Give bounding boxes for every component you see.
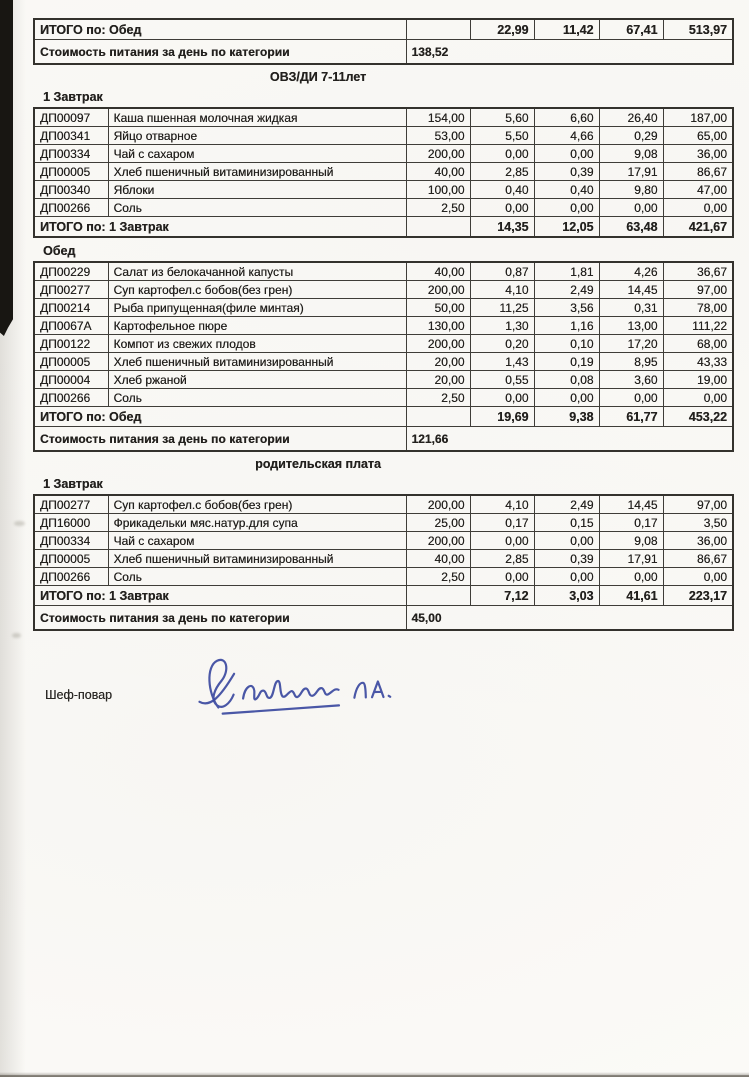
table-row bbox=[34, 568, 733, 586]
qty-cell: 50,00 bbox=[406, 299, 470, 317]
qty-cell: 40,00 bbox=[406, 550, 470, 568]
value-cell: 3,56 bbox=[534, 299, 599, 317]
value-cell: 0,00 bbox=[534, 568, 599, 586]
total-value: 3,03 bbox=[534, 586, 599, 606]
qty-cell: 25,00 bbox=[406, 514, 470, 532]
value-cell: 17,91 bbox=[599, 550, 663, 568]
value-cell: 1,81 bbox=[534, 262, 599, 281]
day-cost-row bbox=[34, 606, 733, 631]
total-value: 63,48 bbox=[599, 217, 663, 238]
document-sheet bbox=[33, 18, 732, 631]
day-cost-label: Стоимость питания за день по категории bbox=[34, 606, 406, 631]
dish-code: ДП00266 bbox=[34, 389, 108, 407]
value-cell: 0,55 bbox=[470, 371, 534, 389]
total-value: 421,67 bbox=[663, 217, 733, 238]
qty-cell: 2,50 bbox=[406, 389, 470, 407]
total-row bbox=[34, 407, 733, 427]
value-cell: 4,10 bbox=[470, 281, 534, 299]
value-cell: 0,00 bbox=[599, 199, 663, 217]
day-cost-value: 121,66 bbox=[406, 427, 733, 452]
table-row bbox=[34, 514, 733, 532]
value-cell: 0,31 bbox=[599, 299, 663, 317]
value-cell: 0,00 bbox=[534, 145, 599, 163]
total-value: 41,61 bbox=[599, 586, 663, 606]
value-cell: 0,39 bbox=[534, 550, 599, 568]
dish-code: ДП00122 bbox=[34, 335, 108, 353]
value-cell: 5,50 bbox=[470, 127, 534, 145]
value-cell: 0,17 bbox=[599, 514, 663, 532]
day-cost-label: Стоимость питания за день по категории bbox=[34, 427, 406, 452]
category-header: ОВЗ/ДИ 7-11лет bbox=[269, 70, 367, 84]
total-value: 14,35 bbox=[470, 217, 534, 238]
total-value: 513,97 bbox=[663, 19, 733, 40]
chef-signature-handwriting bbox=[181, 642, 423, 726]
meal-table bbox=[33, 261, 734, 452]
total-value: 12,05 bbox=[534, 217, 599, 238]
dish-name: Хлеб пшеничный витаминизированный bbox=[108, 550, 406, 568]
dish-code: ДП00340 bbox=[34, 181, 108, 199]
value-cell: 0,39 bbox=[534, 163, 599, 181]
dish-name: Суп картофел.с бобов(без грен) bbox=[108, 495, 406, 514]
value-cell: 14,45 bbox=[599, 495, 663, 514]
table-row bbox=[34, 127, 733, 145]
qty-cell: 20,00 bbox=[406, 371, 470, 389]
dish-name: Фрикадельки мяс.натур.для супа bbox=[108, 514, 406, 532]
dish-name: Яблоки bbox=[108, 181, 406, 199]
value-cell: 0,00 bbox=[470, 199, 534, 217]
value-cell: 0,00 bbox=[470, 568, 534, 586]
value-cell: 97,00 bbox=[663, 281, 733, 299]
value-cell: 3,60 bbox=[599, 371, 663, 389]
qty-cell: 100,00 bbox=[406, 181, 470, 199]
dish-code: ДП00229 bbox=[34, 262, 108, 281]
value-cell: 17,20 bbox=[599, 335, 663, 353]
dish-code: ДП00334 bbox=[34, 145, 108, 163]
total-value: 11,42 bbox=[534, 19, 599, 40]
dish-name: Салат из белокачанной капусты bbox=[108, 262, 406, 281]
qty-cell: 154,00 bbox=[406, 108, 470, 127]
value-cell: 36,67 bbox=[663, 262, 733, 281]
dish-name: Хлеб пшеничный витаминизированный bbox=[108, 353, 406, 371]
meal-label: 1 Завтрак bbox=[43, 90, 103, 104]
value-cell: 11,25 bbox=[470, 299, 534, 317]
dish-name: Чай с сахаром bbox=[108, 145, 406, 163]
day-cost-label: Стоимость питания за день по категории bbox=[34, 40, 406, 65]
value-cell: 13,00 bbox=[599, 317, 663, 335]
value-cell: 187,00 bbox=[663, 108, 733, 127]
table-row bbox=[34, 389, 733, 407]
table-row bbox=[34, 532, 733, 550]
value-cell: 0,00 bbox=[663, 389, 733, 407]
day-cost-value: 45,00 bbox=[406, 606, 733, 631]
value-cell: 0,87 bbox=[470, 262, 534, 281]
table-row bbox=[34, 181, 733, 199]
value-cell: 86,67 bbox=[663, 550, 733, 568]
total-label: ИТОГО по: 1 Завтрак bbox=[34, 217, 406, 238]
dish-code: ДП00004 bbox=[34, 371, 108, 389]
total-value: 7,12 bbox=[470, 586, 534, 606]
qty-cell: 53,00 bbox=[406, 127, 470, 145]
value-cell: 78,00 bbox=[663, 299, 733, 317]
qty-cell: 200,00 bbox=[406, 145, 470, 163]
total-value: 453,22 bbox=[663, 407, 733, 427]
value-cell: 1,30 bbox=[470, 317, 534, 335]
meal-label: 1 Завтрак bbox=[43, 477, 103, 491]
dish-name: Чай с сахаром bbox=[108, 532, 406, 550]
dish-code: ДП0067А bbox=[34, 317, 108, 335]
chef-title-label: Шеф-повар bbox=[45, 688, 112, 702]
qty-cell: 40,00 bbox=[406, 262, 470, 281]
dish-code: ДП00277 bbox=[34, 495, 108, 514]
total-value: 223,17 bbox=[663, 586, 733, 606]
table-row bbox=[34, 299, 733, 317]
total-value: 22,99 bbox=[470, 19, 534, 40]
value-cell: 0,20 bbox=[470, 335, 534, 353]
dish-code: ДП00005 bbox=[34, 550, 108, 568]
total-row bbox=[34, 586, 733, 606]
dish-code: ДП00277 bbox=[34, 281, 108, 299]
table-row bbox=[34, 495, 733, 514]
value-cell: 0,00 bbox=[534, 199, 599, 217]
table-row bbox=[34, 199, 733, 217]
value-cell: 0,00 bbox=[470, 389, 534, 407]
total-row bbox=[34, 217, 733, 238]
table-row bbox=[34, 108, 733, 127]
empty-cell bbox=[406, 407, 470, 427]
total-value: 9,38 bbox=[534, 407, 599, 427]
dish-name: Соль bbox=[108, 568, 406, 586]
value-cell: 0,08 bbox=[534, 371, 599, 389]
dish-name: Хлеб пшеничный витаминизированный bbox=[108, 163, 406, 181]
dish-code: ДП00341 bbox=[34, 127, 108, 145]
value-cell: 4,10 bbox=[470, 495, 534, 514]
value-cell: 26,40 bbox=[599, 108, 663, 127]
value-cell: 5,60 bbox=[470, 108, 534, 127]
value-cell: 0,29 bbox=[599, 127, 663, 145]
value-cell: 0,00 bbox=[599, 568, 663, 586]
total-label: ИТОГО по: 1 Завтрак bbox=[34, 586, 406, 606]
qty-cell: 130,00 bbox=[406, 317, 470, 335]
table-row bbox=[34, 281, 733, 299]
value-cell: 43,33 bbox=[663, 353, 733, 371]
day-cost-row bbox=[34, 40, 733, 65]
value-cell: 65,00 bbox=[663, 127, 733, 145]
table-row bbox=[34, 371, 733, 389]
dish-name: Каша пшенная молочная жидкая bbox=[108, 108, 406, 127]
empty-cell bbox=[406, 217, 470, 238]
value-cell: 14,45 bbox=[599, 281, 663, 299]
table-row bbox=[34, 317, 733, 335]
value-cell: 0,00 bbox=[534, 389, 599, 407]
scan-smudge bbox=[12, 633, 21, 638]
value-cell: 9,08 bbox=[599, 145, 663, 163]
table-row bbox=[34, 353, 733, 371]
value-cell: 0,00 bbox=[470, 145, 534, 163]
value-cell: 2,49 bbox=[534, 495, 599, 514]
dish-name: Картофельное пюре bbox=[108, 317, 406, 335]
value-cell: 36,00 bbox=[663, 145, 733, 163]
table-row bbox=[34, 550, 733, 568]
value-cell: 8,95 bbox=[599, 353, 663, 371]
dish-code: ДП16000 bbox=[34, 514, 108, 532]
meal-table bbox=[33, 494, 734, 631]
value-cell: 86,67 bbox=[663, 163, 733, 181]
value-cell: 2,85 bbox=[470, 163, 534, 181]
qty-cell: 200,00 bbox=[406, 281, 470, 299]
day-cost-value: 138,52 bbox=[406, 40, 733, 65]
value-cell: 3,50 bbox=[663, 514, 733, 532]
dish-code: ДП00266 bbox=[34, 199, 108, 217]
value-cell: 0,40 bbox=[470, 181, 534, 199]
total-value: 61,77 bbox=[599, 407, 663, 427]
qty-cell: 200,00 bbox=[406, 532, 470, 550]
value-cell: 0,00 bbox=[599, 389, 663, 407]
meal-table bbox=[33, 107, 734, 238]
value-cell: 1,43 bbox=[470, 353, 534, 371]
value-cell: 97,00 bbox=[663, 495, 733, 514]
value-cell: 0,00 bbox=[663, 568, 733, 586]
value-cell: 2,85 bbox=[470, 550, 534, 568]
total-label: ИТОГО по: Обед bbox=[34, 19, 406, 40]
dish-code: ДП00334 bbox=[34, 532, 108, 550]
value-cell: 0,00 bbox=[470, 532, 534, 550]
dish-name: Хлеб ржаной bbox=[108, 371, 406, 389]
qty-cell: 20,00 bbox=[406, 353, 470, 371]
value-cell: 4,26 bbox=[599, 262, 663, 281]
value-cell: 68,00 bbox=[663, 335, 733, 353]
value-cell: 0,00 bbox=[663, 199, 733, 217]
meal-label: Обед bbox=[43, 244, 76, 258]
dish-code: ДП00005 bbox=[34, 353, 108, 371]
qty-cell: 2,50 bbox=[406, 199, 470, 217]
value-cell: 47,00 bbox=[663, 181, 733, 199]
scan-left-black-band bbox=[0, 0, 13, 336]
value-cell: 0,40 bbox=[534, 181, 599, 199]
dish-code: ДП00097 bbox=[34, 108, 108, 127]
table-row bbox=[34, 262, 733, 281]
summary-table bbox=[33, 18, 734, 65]
scan-smudge bbox=[14, 521, 25, 526]
value-cell: 111,22 bbox=[663, 317, 733, 335]
value-cell: 2,49 bbox=[534, 281, 599, 299]
value-cell: 0,17 bbox=[470, 514, 534, 532]
dish-name: Соль bbox=[108, 199, 406, 217]
value-cell: 17,91 bbox=[599, 163, 663, 181]
value-cell: 0,15 bbox=[534, 514, 599, 532]
dish-name: Компот из свежих плодов bbox=[108, 335, 406, 353]
total-value: 67,41 bbox=[599, 19, 663, 40]
qty-cell: 40,00 bbox=[406, 163, 470, 181]
value-cell: 0,10 bbox=[534, 335, 599, 353]
dish-name: Соль bbox=[108, 389, 406, 407]
total-value: 19,69 bbox=[470, 407, 534, 427]
qty-cell: 2,50 bbox=[406, 568, 470, 586]
dish-name: Рыба припущенная(филе минтая) bbox=[108, 299, 406, 317]
total-label: ИТОГО по: Обед bbox=[34, 407, 406, 427]
value-cell: 0,00 bbox=[534, 532, 599, 550]
qty-cell: 200,00 bbox=[406, 335, 470, 353]
dish-code: ДП00005 bbox=[34, 163, 108, 181]
category-header: родительская плата bbox=[255, 457, 381, 471]
value-cell: 19,00 bbox=[663, 371, 733, 389]
dish-code: ДП00214 bbox=[34, 299, 108, 317]
dish-name: Суп картофел.с бобов(без грен) bbox=[108, 281, 406, 299]
table-row bbox=[34, 163, 733, 181]
day-cost-row bbox=[34, 427, 733, 452]
dish-code: ДП00266 bbox=[34, 568, 108, 586]
empty-cell bbox=[406, 586, 470, 606]
value-cell: 1,16 bbox=[534, 317, 599, 335]
empty-cell bbox=[406, 19, 470, 40]
value-cell: 36,00 bbox=[663, 532, 733, 550]
value-cell: 0,19 bbox=[534, 353, 599, 371]
qty-cell: 200,00 bbox=[406, 495, 470, 514]
value-cell: 4,66 bbox=[534, 127, 599, 145]
table-row bbox=[34, 335, 733, 353]
value-cell: 6,60 bbox=[534, 108, 599, 127]
dish-name: Яйцо отварное bbox=[108, 127, 406, 145]
table-row bbox=[34, 145, 733, 163]
value-cell: 9,08 bbox=[599, 532, 663, 550]
value-cell: 9,80 bbox=[599, 181, 663, 199]
total-row bbox=[34, 19, 733, 40]
